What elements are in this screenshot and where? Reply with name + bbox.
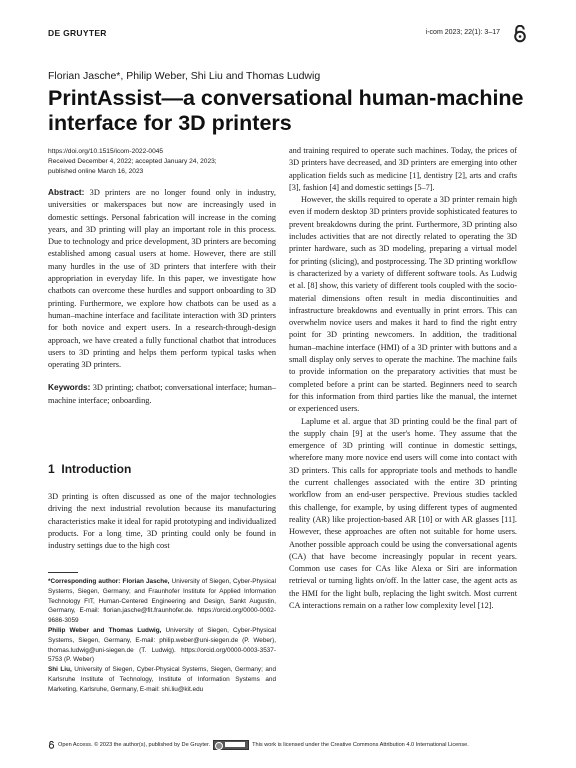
keywords-label: Keywords: (48, 382, 91, 393)
article-metadata (48, 147, 217, 177)
cc-by-license-icon[interactable] (213, 740, 249, 750)
footnote-3: Shi Liu, University of Siegen, Cyber-Physical Systems, Siegen, Germany; and Karlsruhe Institute of Technology, Institute of Information Systems and Marketing, Karlsruhe, Germany, E-mail: shi.liu@kit.edu (48, 666, 276, 693)
license-footer (48, 740, 538, 750)
footnote-2: Philip Weber and Thomas Ludwig, University of Siegen, Cyber-Physical Systems, Siegen, Germany, E-mail: philip.weber@uni-siegen.de (P. Weber), thomas.ludwig@uni-siegen.de (T. Ludwig). https://orcid.org/0000-0003-3537-5753 (P. Weber) (48, 626, 277, 664)
open-access-statement: Open Access. © 2023 the author(s), published by De Gruyter. (58, 742, 211, 748)
body-paragraph: However, the skills required to operate a 3D printer remain high even if modern desktop 3D printers provide sophisticated features to prevent breakdowns during the print. Furthermore, 3D printing also includes activities that are not directly related to operating the 3D printer hardware, such as 3D modeling, preparing a virtual model for printing (slicing), and postprocessing. The 3D printing workflow is characterized by a variety of different software tools. As Ludwig et al. [8] show, this variety of different tools coupled with the socio-material dimensions often result in media discontinuities and infrastructure breakdowns and eventually in print errors. This can overwhelm novice users and makes it hard to find the right entry point for 3D printing newcomers. In addition, the traditional human–machine interface (HMI) of a 3D printer with buttons and a small display only serves to operate the machine. The machine fails to provide information on the preparatory activities that must be completed before a print can be started. Beginners need to search for this information from third parties like the manual, the internet or experienced users. (289, 195, 517, 414)
abstract (48, 186, 276, 371)
section-title: Introduction (61, 462, 132, 476)
keywords (48, 381, 276, 407)
body-paragraph: and training required to operate such machines. Today, the prices of 3D printers have decreased, and 3D printers are emerging into other application fields such as medicine [1], dentistry [2], arts and crafts [3], fashion [4] and domestic settings [5–7]. (289, 146, 517, 192)
intro-text: 3D printing is often discussed as one of the major technologies driving the next industrial revolution because its manufacturing characteristics make it ideal for rapid prototyping and individualized products. For a long time, 3D printing could only be found in industry settings due to the high cost (48, 492, 276, 551)
abstract-block (48, 186, 276, 407)
author-list: Florian Jasche*, Philip Weber, Shi Liu and Thomas Ludwig (48, 70, 321, 82)
published-date: published online March 16, 2023 (48, 168, 144, 175)
open-access-small-icon (48, 741, 55, 749)
license-text: This work is licensed under the Creative Commons Attribution 4.0 International License. (252, 742, 469, 748)
author-footnotes (48, 577, 276, 695)
keywords-text: 3D printing; chatbot; conversational interface; human–machine interface; onboarding. (48, 383, 277, 405)
running-header (48, 28, 528, 42)
body-paragraph: Laplume et al. argue that 3D printing could be the final part of the supply chain [9] at the user's home. They assume that the emergence of 3D printing will continue in domestic settings, wherefore many more novice end users will come into contact with 3D printers. This calls for appropriate tools and methods to handle the current challenges associated with the entire 3D printing workflow from an end-user perspective. Previous studies tackled this challenge, for example, by using different types of augmented reality (AR) like projection-based AR [10] or with AR glasses [11]. However, these approaches are often not suitable for home users. Another possible approach could be using the conversational agents (CA) that have become increasingly popular in recent years. Common use cases for CAs like Alexa or Siri are information retrieval or turning lights on/off. In the latter case, the agent acts as the HMI for the light bulb, replacing the light switch. Most current CA interactions remain on a rather low complexity level [12]. (289, 416, 517, 610)
footnote-1: *Corresponding author: Florian Jasche, University of Siegen, Cyber-Physical Systems, Siegen, Germany; and Fraunhofer Institute for Applied Information Technology FIT, Human-Centered Engineering and Design, Sankt Augustin, Germany, E-mail: florian.jasche@fit.fraunhofer.de. https://orcid.org/0000-0002-9686-3059 (48, 578, 277, 625)
abstract-label: Abstract: (48, 187, 85, 197)
open-access-icon (512, 25, 528, 43)
footnote-divider (48, 572, 78, 573)
doi-link[interactable]: https://doi.org/10.1515/icom-2022-0045 (48, 148, 164, 155)
journal-citation: i-com 2023; 22(1): 3–17 (425, 29, 500, 36)
received-date: Received December 4, 2022; accepted January 24, 2023; (48, 158, 217, 165)
abstract-text: 3D printers are no longer found only in industry, universities or makerspaces but now are increasingly used in domestic settings. Personal fabrication will increase in the coming years, and 3D printing will play an important role in this process. Due to technology and price development, 3D printers are becoming established among casual users at home. However, there are still many hurdles in the use of 3D printers that interfere with their appropriation in everyday life. In this paper, we investigate how chatbots can overcome these hurdles and support onboarding to 3D printing. Furthermore, we explore how chatbots can be used as a human–machine interface and facilitate interaction with 3D printers for both novice and expert users. In a research-through-design approach, we have created a fully functional chatbot that introduces users to 3D printing and helps them perform typical tasks when operating 3D printers. (48, 188, 276, 370)
section-number: 1 (48, 462, 55, 476)
body-column-right (289, 145, 517, 612)
publisher-name: DE GRUYTER (48, 28, 107, 38)
paper-title: PrintAssist—a conversational human-machine interface for 3D printers (48, 86, 524, 135)
intro-paragraph (48, 491, 276, 552)
section-heading (48, 462, 131, 476)
